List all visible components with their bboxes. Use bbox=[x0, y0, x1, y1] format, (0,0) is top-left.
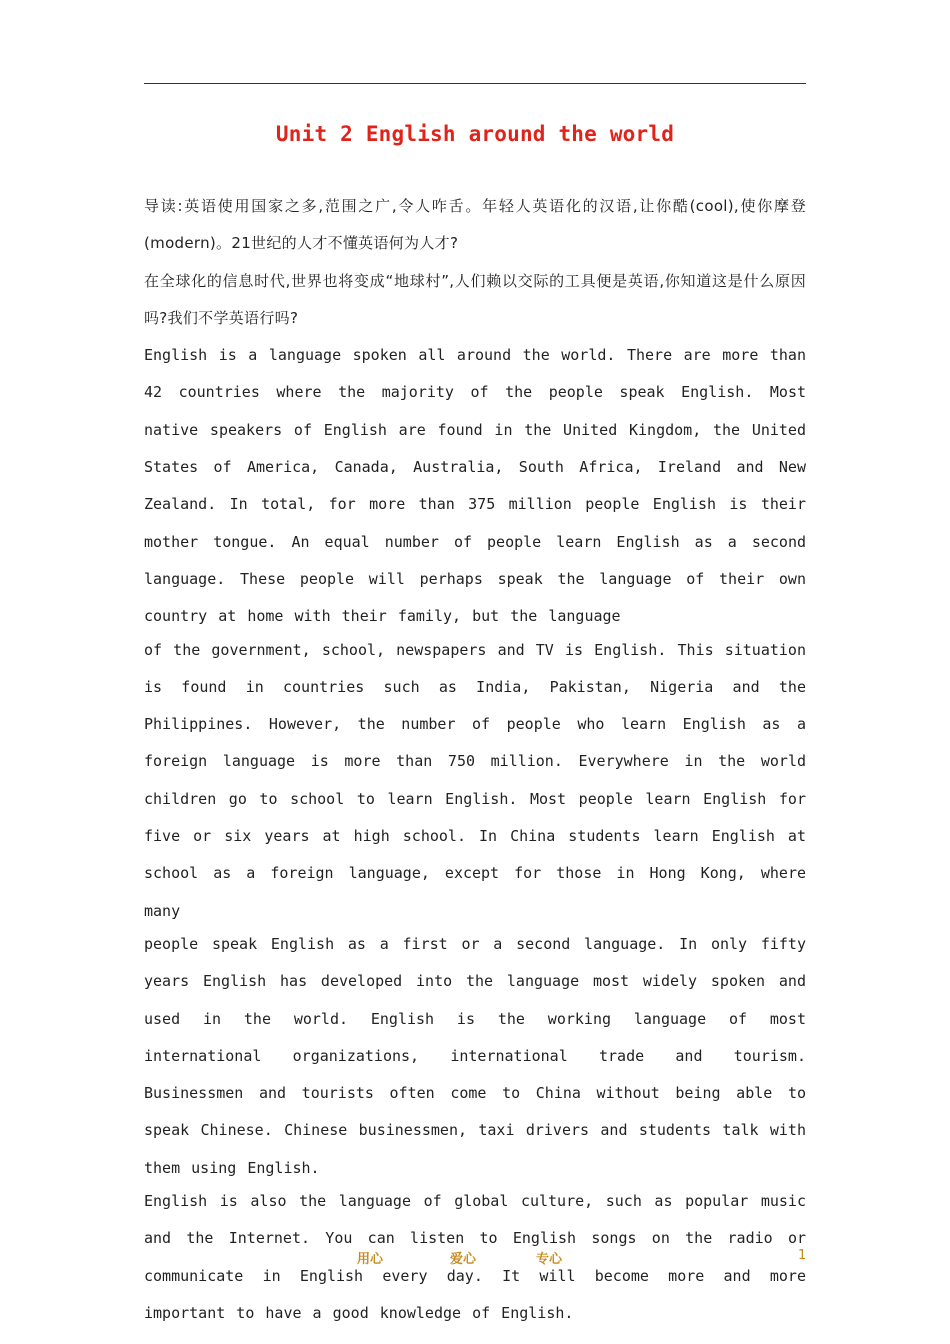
intro-paragraph: 在全球化的信息时代,世界也将变成“地球村”,人们赖以交际的工具便是英语,你知道这是什么原因吗?我们不学英语行吗? bbox=[144, 271, 806, 327]
body-paragraph: English is a language spoken all around the world. There are more than 42 countries where the majority of the people speak English. Most native speakers of English are found in the United Kingdom, the United States of America, Canada, Australia, South Africa, Ireland and New Zealand. In total, for more than 375 million people English is their mother tongue. An equal number of people learn English as a second language. These people will perhaps speak the language of their own country at home with their family, but the language bbox=[144, 346, 806, 626]
body-paragraph: English is also the language of global culture, such as popular music and the Internet. You can listen to English songs on the radio or communicate in English every day. It will become more and more important to have a good knowledge of English. bbox=[144, 1192, 806, 1322]
page-footer bbox=[0, 1248, 950, 1268]
footer-word-2: 爱心 bbox=[450, 1252, 477, 1267]
footer-word-1: 用心 bbox=[357, 1252, 384, 1267]
document-title: Unit 2 English around the world bbox=[275, 122, 675, 146]
footer-word-3: 专心 bbox=[536, 1252, 563, 1267]
body-paragraph: of the government, school, newspapers and TV is English. This situation is found in countries such as India, Pakistan, Nigeria and the Philippines. However, the number of people who learn English as a foreign language is more than 750 million. Everywhere in the world children go to school to learn English. Most people learn English for five or six years at high school. In China students learn English at school as a foreign language, except for those in Hong Kong, where many bbox=[144, 640, 806, 920]
page-number: 1 bbox=[798, 1248, 807, 1263]
document-body bbox=[144, 188, 806, 1332]
intro-paragraph: 导读:英语使用国家之多,范围之广,令人咋舌。年轻人英语化的汉语,让你酷(cool),使你摩登(modern)。21世纪的人才不懂英语何为人才? bbox=[144, 197, 806, 253]
body-paragraph: people speak English as a first or a second language. In only fifty years English has developed into the language most widely spoken and used in the world. English is the working language of most international organizations, international trade and tourism. Businessmen and tourists often come to China without being able to speak Chinese. Chinese businessmen, taxi drivers and students talk with them using English. bbox=[144, 934, 806, 1177]
header-rule bbox=[144, 83, 806, 84]
